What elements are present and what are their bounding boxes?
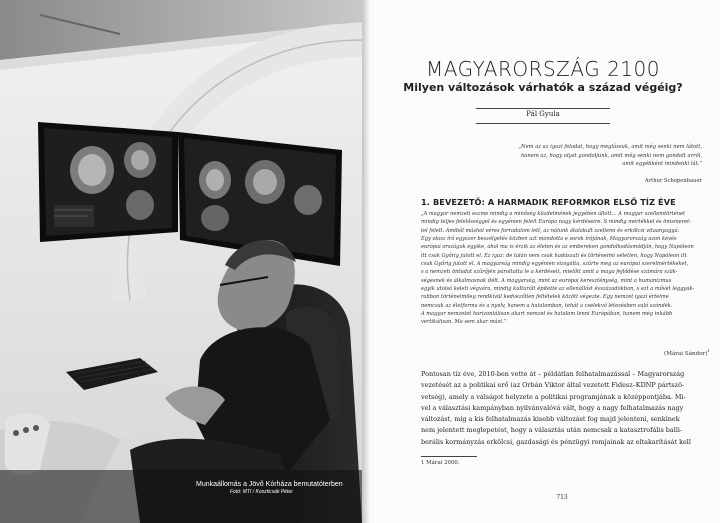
author-name: Pál Gyula: [526, 110, 560, 118]
motto-line: „Nem az az igazi feladat, hogy meglássuk, amit még senki nem látott,: [518, 144, 702, 150]
motto-line: amit egyébként mindenki lát.”: [622, 161, 702, 168]
book-gutter: [362, 0, 370, 523]
section-heading: 1. BEVEZETŐ: A HARMADIK REFORMKOR ELSŐ TÍZ ÉVE: [421, 197, 676, 207]
caption-text: Munkaállomás a Jövő Kórháza bemutatóterben: [196, 481, 343, 488]
footnote-rule: [421, 456, 477, 457]
body-line: vetség), amely a válságot helyzete a politikai programjának a középpontjába. Mi-: [421, 392, 686, 401]
photo-credit: Fotó: MTI / Koszticsák Péter: [230, 489, 293, 496]
body-text: [421, 369, 711, 448]
body-line: változást, míg a kis felhatalmazás kisebb változást fog majd jelenteni, senkinek: [421, 415, 680, 424]
article-title: MAGYARORSZÁG 2100: [426, 57, 660, 81]
quote-line: egyik utolsó keleti végvára, mindig kulturált építette az ellenállást évszázadokban, s ezt a mővét leggyak-: [421, 286, 695, 293]
article-subtitle: Milyen változások várhatók a század végéig?: [403, 81, 683, 94]
quote-line: csak Győrig jutott el. A magyarság mindig egyénien vizsgálta, szűrte meg az európai szerelmértékeket,: [421, 261, 689, 268]
quote-line: tel felelt. Amiből máshol véres forradalom lett, az nálunk átalakult szellemi és erkölcsi vitaanyaggá.: [421, 227, 680, 234]
body-line: vel a választási kampányban nyilvánvalóvá vált, hogy a nagy felhatalmazás nagy: [421, 403, 684, 412]
body-line: nem jelentett meglepetést, hogy a választás után nemcsak a katasztrofális balli-: [421, 426, 683, 435]
quote-line: itt csak Győrig jutott el. Ez igaz: de talán nem csak hadászati és történelmi véletlen, hogy Napóleon itt: [421, 252, 687, 259]
quote-line: „A magyar nemzeti eszme mindig a minőség küzdelmének jegyében állott… A magyar szellemtörténet: [421, 211, 686, 217]
quote-line: ségesnek és alkalmasnak ítélt. A magyarság, mint az európai kereszténység, mint a humanizmus: [421, 277, 672, 284]
page-number: 713: [556, 494, 568, 501]
body-line: vezetését az a politikai erő (az Orbán Viktor által vezetett Fidesz–KDNP pártszö-: [421, 381, 685, 390]
photo-caption: [196, 481, 356, 496]
motto: [470, 143, 702, 169]
quote-source-text: (Márai Sándor): [664, 350, 708, 357]
quote-line: s a nemzeti öntudat szűrőjén pároltatta le a kérdéseit, mielőtt amit a maga fejlődése számára szük-: [421, 269, 678, 276]
motto-source: Arthur Schopenhauer: [644, 178, 702, 184]
body-line: Pontosan tíz éve, 2010-ben vette át – példátlan felhatalmazással – Magyarország: [421, 370, 685, 378]
quote-line: vertikálisan. Ma sem akar mást.”: [421, 319, 507, 326]
footnote: 1 Márai 2000.: [421, 460, 460, 466]
quote-line: európai országok egyike, ahol ma is érzik az életen és az embereken gondolkodásmódján, hogy Napóleon: [421, 244, 694, 251]
block-quote: [421, 210, 710, 327]
motto-line: hanem az, hogy olyat gondoljunk, amit még senki nem gondolt arról,: [520, 152, 702, 159]
author-rule-top: [476, 108, 610, 109]
quote-line: Egy olasz író egyszer beszélgetés közben azt mondotta e sorok írójának, Magyarország azon kevés: [421, 236, 677, 243]
quote-line: mindig teljes felelősséggel és egyénien felelt Európa nagy kérdéseire. S mindig mértékkel és önismeret-: [421, 219, 691, 226]
body-line: berális kormányzás erkölcsi, gazdasági és pénzügyi romjainak az eltakarítását kell: [421, 437, 691, 446]
quote-source: [600, 348, 710, 357]
footnote-marker: 1: [707, 348, 710, 353]
quote-line: A magyar nemzetet horizontálisan akart nemzet és hatalom lenni Európában, hanem még inkább: [421, 311, 673, 318]
quote-line: rabban történelmileg rendkívül kedvezőtlen feltételek között végezte. Egy nemzet igazi értelme: [421, 294, 669, 301]
quote-line: nemcsak az életforma és a nyelv, hanem a hatalomban, tehát a cselekvő létezésben való szándék.: [421, 302, 673, 309]
author-rule-bottom: [476, 123, 610, 124]
